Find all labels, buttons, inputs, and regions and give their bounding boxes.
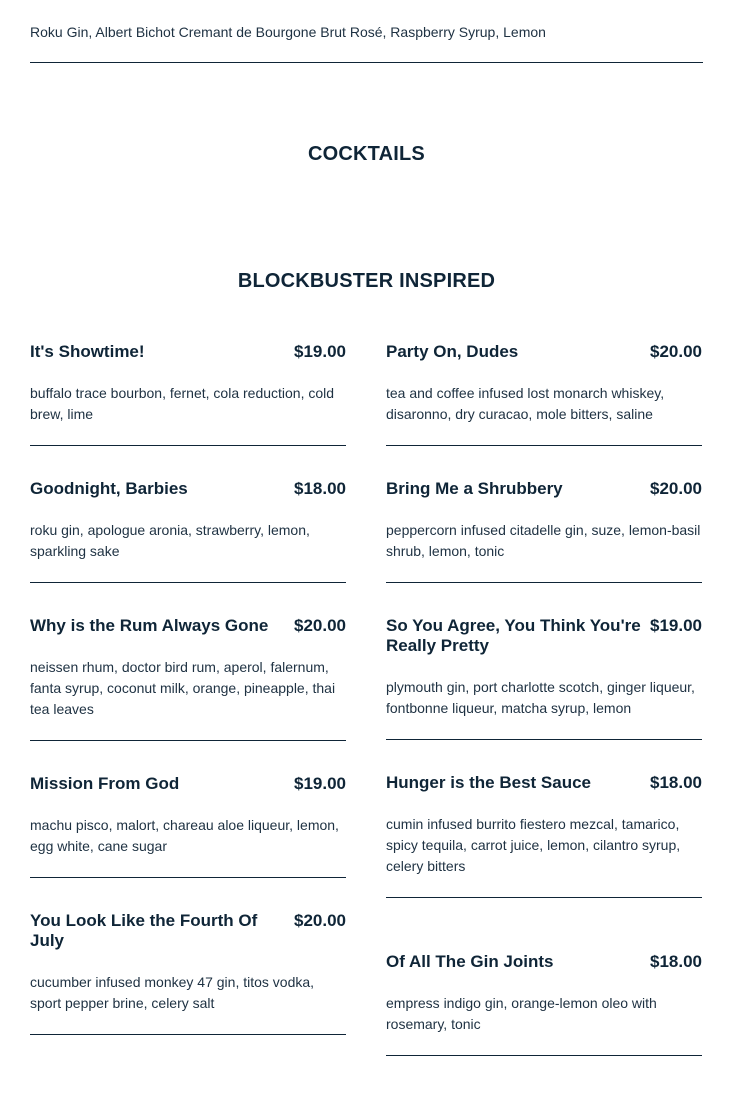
menu-item: [30, 774, 346, 878]
menu-item-name: Of All The Gin Joints: [386, 952, 554, 971]
menu-item-name: Why is the Rum Always Gone: [30, 616, 269, 635]
menu-item-header: [386, 616, 702, 656]
menu-item: [30, 911, 346, 1035]
menu-item: [386, 773, 702, 898]
menu-item-price: $20.00: [294, 616, 346, 635]
section-title-cocktails: COCKTAILS: [308, 143, 425, 165]
menu-item-price: $18.00: [294, 479, 346, 498]
menu-item-header: [386, 773, 702, 793]
menu-item-header: [30, 342, 346, 362]
menu-item-name: Mission From God: [30, 774, 180, 793]
menu-item-description: plymouth gin, port charlotte scotch, ginger liqueur, fontbonne liqueur, matcha syrup, lemon: [386, 679, 695, 716]
menu-item-name: Bring Me a Shrubbery: [386, 479, 563, 498]
menu-item-name: Hunger is the Best Sauce: [386, 773, 592, 792]
menu-item-name: Goodnight, Barbies: [30, 479, 188, 498]
menu-item-name: It's Showtime!: [30, 342, 145, 361]
menu-item: [386, 479, 702, 583]
menu-item-name: You Look Like the Fourth Of July: [30, 911, 258, 950]
menu-item-header: [30, 774, 346, 794]
menu-item-description: buffalo trace bourbon, fernet, cola reduction, cold brew, lime: [30, 385, 335, 422]
menu-column-right: [386, 342, 702, 1089]
divider: [30, 62, 703, 63]
menu-item-price: $18.00: [650, 952, 702, 971]
menu-item-header: [386, 342, 702, 362]
menu-item-price: $20.00: [294, 911, 346, 930]
menu-item-header: [386, 952, 702, 972]
menu-item-description: roku gin, apologue aronia, strawberry, lemon, sparkling sake: [30, 522, 310, 559]
menu-column-left: [30, 342, 346, 1089]
menu-item-description: peppercorn infused citadelle gin, suze, lemon-basil shrub, lemon, tonic: [386, 522, 701, 559]
menu-item: [386, 342, 702, 446]
section-title-blockbuster-inspired: BLOCKBUSTER INSPIRED: [237, 270, 496, 292]
menu-item-header: [30, 616, 346, 636]
menu-item: [386, 616, 702, 740]
previous-item-description: Roku Gin, Albert Bichot Cremant de Bourgone Brut Rosé, Raspberry Syrup, Lemon: [30, 24, 546, 40]
menu-item-description: neissen rhum, doctor bird rum, aperol, falernum, fanta syrup, coconut milk, orange, pineapple, thai tea leaves: [30, 659, 336, 717]
menu-item-price: $19.00: [650, 616, 702, 635]
menu-item-price: $19.00: [294, 342, 346, 361]
menu-grid: [30, 342, 703, 1089]
menu-item-header: [30, 911, 346, 951]
menu-item: [30, 342, 346, 446]
menu-item-description: empress indigo gin, orange-lemon oleo with rosemary, tonic: [386, 995, 657, 1032]
menu-item: [30, 479, 346, 583]
menu-item-name: So You Agree, You Think You're Really Pretty: [386, 616, 641, 655]
menu-item-description: cumin infused burrito fiestero mezcal, tamarico, spicy tequila, carrot juice, lemon, cilantro syrup, celery bitters: [386, 816, 681, 874]
menu-item-description: cucumber infused monkey 47 gin, titos vodka, sport pepper brine, celery salt: [30, 974, 315, 1011]
menu-item-name: Party On, Dudes: [386, 342, 519, 361]
menu-item-description: machu pisco, malort, chareau aloe liqueur, lemon, egg white, cane sugar: [30, 817, 339, 854]
menu-item-price: $19.00: [294, 774, 346, 793]
menu-item-price: $20.00: [650, 342, 702, 361]
menu-item: [30, 616, 346, 741]
menu-item-price: $18.00: [650, 773, 702, 792]
menu-item-description: tea and coffee infused lost monarch whiskey, disaronno, dry curacao, mole bitters, saline: [386, 385, 665, 422]
menu-item: [386, 931, 702, 1056]
menu-item-price: $20.00: [650, 479, 702, 498]
menu-item-header: [386, 479, 702, 499]
menu-item-header: [30, 479, 346, 499]
